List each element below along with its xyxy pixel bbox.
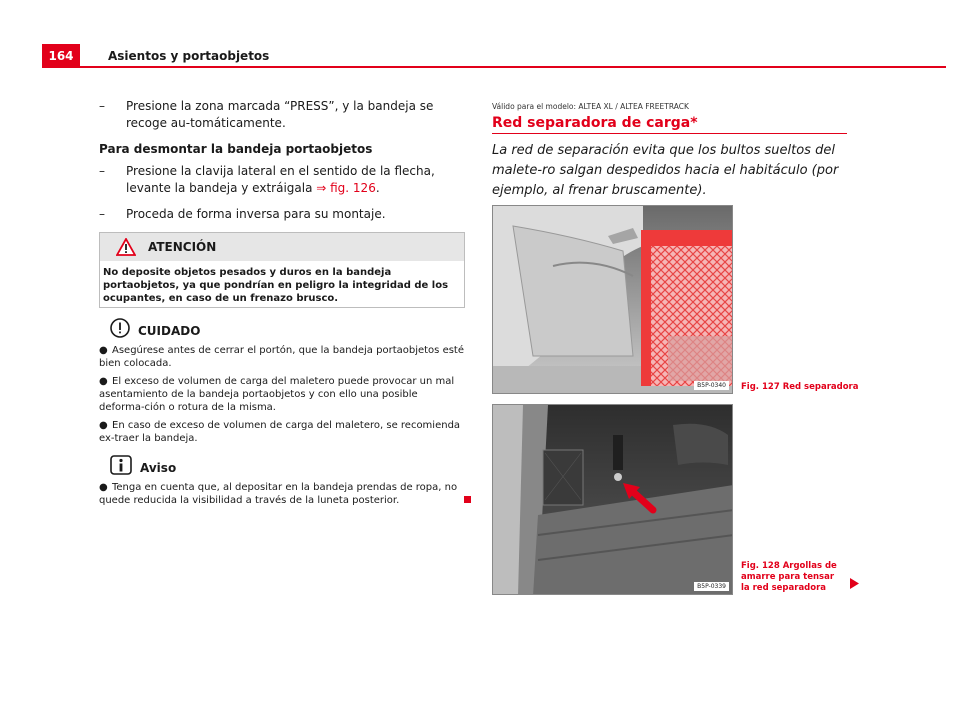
figure-link[interactable]: ⇒ fig. 126 (316, 181, 376, 195)
list-item (99, 419, 465, 445)
dash-marker: – (99, 207, 105, 221)
warning-text: No deposite objetos pesados y duros en la bandeja portaobjetos, ya que pondrían en peligro la integridad de los ocupantes, en caso de un frenazo brusco. (103, 267, 449, 304)
dash-marker: – (99, 164, 105, 178)
note-title: Aviso (140, 461, 177, 475)
item-text: Proceda de forma inversa para su montaje. (126, 207, 386, 221)
section-end-marker (464, 496, 471, 503)
list-item (99, 481, 465, 507)
bullet: ● (99, 482, 108, 493)
section-rule (492, 133, 847, 134)
item-text: Presione la zona marcada “PRESS”, y la bandeja se recoge au-tomáticamente. (126, 99, 434, 130)
figure-128-image (492, 404, 733, 595)
left-column (99, 98, 465, 232)
item-text: Presione la clavija lateral en el sentido de la flecha, levante la bandeja y extráigala (126, 164, 435, 195)
item-text: Tenga en cuenta que, al depositar en la bandeja prendas de ropa, no quede reducida la visibilidad a través de la luneta posterior. (99, 482, 458, 506)
list-item (99, 375, 465, 414)
list-item (99, 163, 465, 197)
bullet: ● (99, 345, 108, 356)
cargo-net-illustration (493, 206, 733, 394)
caution-list (99, 344, 465, 450)
list-item (99, 206, 465, 223)
figure-code: B5P-0340 (694, 381, 729, 390)
model-validity: Válido para el modelo: ALTEA XL / ALTEA FREETRACK (492, 102, 689, 111)
section-intro: La red de separación evita que los bultos sueltos del malete-ro salgan despedidos hacia el habitáculo (por ejemplo, al frenar bruscamente). (492, 143, 839, 198)
figure-127-image (492, 205, 733, 394)
dash-marker: – (99, 99, 105, 113)
bullet: ● (99, 376, 108, 387)
list-item (99, 98, 465, 132)
item-text: El exceso de volumen de carga del maletero puede provocar un mal asentamiento de la bandeja portaobjetos y con ello una posible deforma-ción o rotura de la misma. (99, 376, 455, 413)
bullet: ● (99, 420, 108, 431)
figure-128-caption: Fig. 128 Argollas de amarre para tensar la red separadora (741, 561, 837, 593)
cargo-floor-illustration (493, 405, 733, 595)
figure-code: B5P-0339 (694, 582, 729, 591)
figure-127-caption: Fig. 127 Red separadora (741, 382, 859, 392)
item-text: En caso de exceso de volumen de carga del maletero, se recomienda ex-traer la bandeja. (99, 420, 461, 444)
warning-title: ATENCIÓN (148, 240, 217, 254)
header-rule (80, 66, 946, 68)
subheading: Para desmontar la bandeja portaobjetos (99, 142, 373, 156)
section-title: Red separadora de carga* (492, 115, 698, 131)
page-header-title: Asientos y portaobjetos (108, 49, 270, 63)
item-text-end: . (375, 181, 380, 195)
warning-header (100, 233, 464, 261)
warning-triangle-icon (116, 238, 136, 256)
note-list (99, 481, 465, 512)
list-item (99, 344, 465, 370)
item-text: Asegúrese antes de cerrar el portón, que la bandeja portaobjetos esté bien colocada. (99, 345, 465, 369)
info-icon (110, 455, 132, 475)
caution-exclamation-icon (110, 318, 130, 338)
warning-box (99, 232, 465, 308)
caution-title: CUIDADO (138, 324, 201, 338)
caution-heading (110, 318, 200, 338)
page-number: 164 (42, 44, 80, 68)
continue-arrow-icon (850, 578, 859, 589)
note-heading (110, 455, 176, 475)
